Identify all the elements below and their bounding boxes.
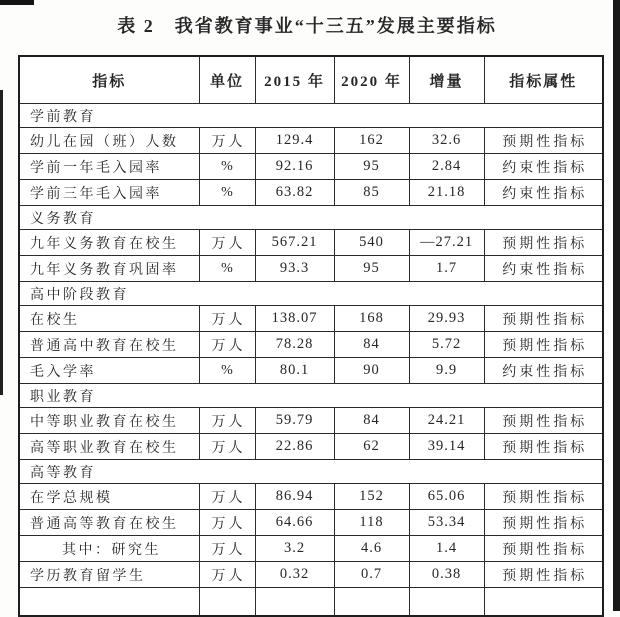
indicator-cell: 其中：研究生: [19, 536, 199, 562]
table-row: [19, 562, 603, 588]
unit-cell: 万人: [199, 562, 255, 588]
section-row: [19, 206, 603, 230]
attribute-cell: 预期性指标: [484, 128, 603, 154]
attribute-cell: 约束性指标: [484, 180, 603, 206]
value-2015-cell: 138.07: [255, 306, 334, 332]
value-2020-cell: 62: [334, 434, 409, 460]
value-2015-cell: 92.16: [255, 154, 334, 180]
table-row: [19, 434, 603, 460]
table-row: [19, 332, 603, 358]
value-2020-cell: 162: [334, 128, 409, 154]
value-2020-cell: 95: [334, 256, 409, 282]
value-2015-cell: 129.4: [255, 128, 334, 154]
unit-cell: 万人: [199, 484, 255, 510]
attribute-cell: 预期性指标: [484, 408, 603, 434]
attribute-cell: 预期性指标: [484, 484, 603, 510]
indicator-cell: 学前三年毛入园率: [19, 180, 199, 206]
value-2015-cell: 567.21: [255, 230, 334, 256]
section-label: 职业教育: [19, 384, 603, 408]
unit-cell: %: [199, 256, 255, 282]
column-header-2020: 2020 年: [334, 56, 409, 104]
indicator-cell: 学前一年毛入园率: [19, 154, 199, 180]
header-row: [19, 56, 603, 104]
unit-cell: 万人: [199, 332, 255, 358]
unit-cell: 万人: [199, 306, 255, 332]
delta-cell: 24.21: [409, 408, 484, 434]
table-row: [19, 256, 603, 282]
value-2020-cell: 95: [334, 154, 409, 180]
table-header: [19, 56, 603, 104]
delta-cell: 32.6: [409, 128, 484, 154]
section-label: 高等教育: [19, 460, 603, 484]
value-2015-cell: 93.3: [255, 256, 334, 282]
unit-cell: 万人: [199, 434, 255, 460]
empty-cell: [255, 588, 334, 617]
empty-cell: [199, 588, 255, 617]
attribute-cell: 预期性指标: [484, 230, 603, 256]
unit-cell: %: [199, 358, 255, 384]
indicator-cell: 毛入学率: [19, 358, 199, 384]
delta-cell: 9.9: [409, 358, 484, 384]
table-row: [19, 306, 603, 332]
column-header-unit: 单位: [199, 56, 255, 104]
indicator-cell: 在学总规模: [19, 484, 199, 510]
indicator-cell: 学历教育留学生: [19, 562, 199, 588]
empty-cell: [484, 588, 603, 617]
delta-cell: 39.14: [409, 434, 484, 460]
indicator-cell: 九年义务教育在校生: [19, 230, 199, 256]
value-2020-cell: 540: [334, 230, 409, 256]
scan-artifact-left-edge: [0, 90, 3, 395]
delta-cell: 1.7: [409, 256, 484, 282]
table-row: [19, 510, 603, 536]
table-row: [19, 180, 603, 206]
empty-cell: [334, 588, 409, 617]
value-2015-cell: 0.32: [255, 562, 334, 588]
table-row: [19, 408, 603, 434]
indicator-cell: 在校生: [19, 306, 199, 332]
value-2020-cell: 4.6: [334, 536, 409, 562]
value-2020-cell: 118: [334, 510, 409, 536]
indicator-cell: 九年义务教育巩固率: [19, 256, 199, 282]
value-2015-cell: 78.28: [255, 332, 334, 358]
scan-artifact-top-left: [0, 0, 34, 5]
indicator-cell: 高等职业教育在校生: [19, 434, 199, 460]
delta-cell: 5.72: [409, 332, 484, 358]
value-2020-cell: 84: [334, 408, 409, 434]
empty-cell: [409, 588, 484, 617]
section-label: 学前教育: [19, 104, 603, 128]
table-row: [19, 358, 603, 384]
column-header-indicator: 指标: [19, 56, 199, 104]
value-2015-cell: 80.1: [255, 358, 334, 384]
unit-cell: %: [199, 154, 255, 180]
attribute-cell: 预期性指标: [484, 510, 603, 536]
section-row: [19, 282, 603, 306]
delta-cell: 1.4: [409, 536, 484, 562]
section-label: 高中阶段教育: [19, 282, 603, 306]
unit-cell: 万人: [199, 536, 255, 562]
indicator-cell: 普通高等教育在校生: [19, 510, 199, 536]
delta-cell: —27.21: [409, 230, 484, 256]
scan-artifact-right-edge: [613, 0, 620, 611]
attribute-cell: 预期性指标: [484, 306, 603, 332]
indicator-cell: 幼儿在园（班）人数: [19, 128, 199, 154]
table-row: [19, 536, 603, 562]
attribute-cell: 预期性指标: [484, 536, 603, 562]
attribute-cell: 预期性指标: [484, 434, 603, 460]
section-label: 义务教育: [19, 206, 603, 230]
unit-cell: 万人: [199, 408, 255, 434]
value-2020-cell: 85: [334, 180, 409, 206]
column-header-2015: 2015 年: [255, 56, 334, 104]
attribute-cell: 预期性指标: [484, 562, 603, 588]
column-header-attribute: 指标属性: [484, 56, 603, 104]
delta-cell: 0.38: [409, 562, 484, 588]
value-2015-cell: 86.94: [255, 484, 334, 510]
section-row: [19, 384, 603, 408]
value-2020-cell: 168: [334, 306, 409, 332]
value-2015-cell: 63.82: [255, 180, 334, 206]
table-body: [19, 104, 603, 617]
value-2020-cell: 84: [334, 332, 409, 358]
indicator-cell: 普通高中教育在校生: [19, 332, 199, 358]
table-row: [19, 154, 603, 180]
unit-cell: 万人: [199, 128, 255, 154]
attribute-cell: 约束性指标: [484, 256, 603, 282]
delta-cell: 29.93: [409, 306, 484, 332]
table-title: 表 2 我省教育事业“十三五”发展主要指标: [117, 16, 497, 36]
partial-row: [19, 588, 603, 617]
delta-cell: 2.84: [409, 154, 484, 180]
value-2015-cell: 59.79: [255, 408, 334, 434]
column-header-delta: 增量: [409, 56, 484, 104]
section-row: [19, 104, 603, 128]
value-2020-cell: 152: [334, 484, 409, 510]
value-2015-cell: 22.86: [255, 434, 334, 460]
value-2020-cell: 0.7: [334, 562, 409, 588]
delta-cell: 65.06: [409, 484, 484, 510]
unit-cell: %: [199, 180, 255, 206]
indicators-table: [18, 55, 604, 617]
value-2015-cell: 3.2: [255, 536, 334, 562]
attribute-cell: 约束性指标: [484, 154, 603, 180]
unit-cell: 万人: [199, 230, 255, 256]
attribute-cell: 约束性指标: [484, 358, 603, 384]
value-2015-cell: 64.66: [255, 510, 334, 536]
empty-cell: [19, 588, 199, 617]
table-row: [19, 484, 603, 510]
table-row: [19, 128, 603, 154]
section-row: [19, 460, 603, 484]
attribute-cell: 预期性指标: [484, 332, 603, 358]
delta-cell: 53.34: [409, 510, 484, 536]
unit-cell: 万人: [199, 510, 255, 536]
value-2020-cell: 90: [334, 358, 409, 384]
indicator-cell: 中等职业教育在校生: [19, 408, 199, 434]
delta-cell: 21.18: [409, 180, 484, 206]
table-row: [19, 230, 603, 256]
